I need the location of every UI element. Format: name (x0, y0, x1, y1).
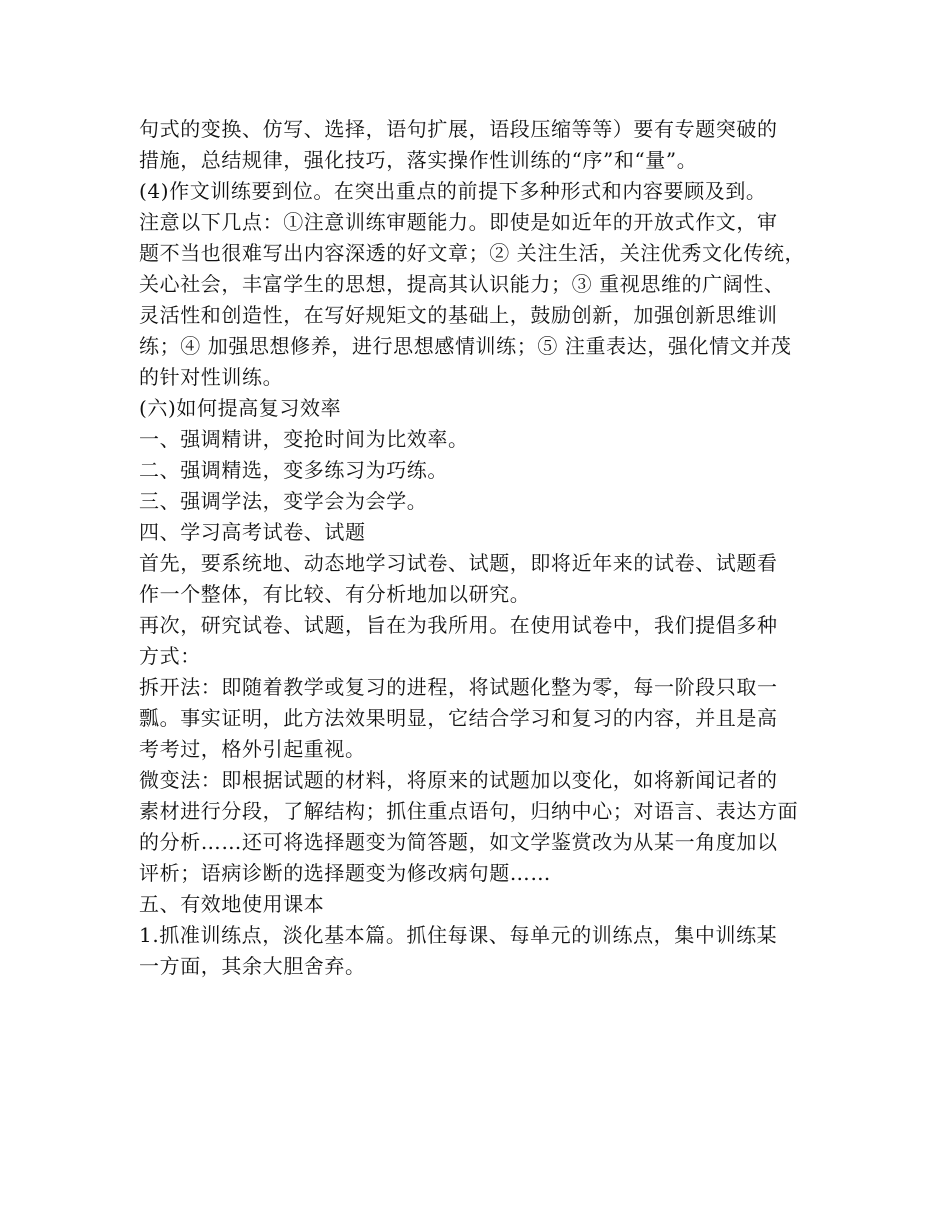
text-line: 首先，要系统地、动态地学习试卷、试题，即将近年来的试卷、试题看 (139, 551, 778, 575)
text-line: 措施，总结规律，强化技巧，落实操作性训练的“序”和“量”。 (139, 148, 698, 172)
text-line: 句式的变换、仿写、选择，语句扩展，语段压缩等等）要有专题突破的 (139, 117, 778, 141)
section-heading: (六)如何提高复习效率 (139, 396, 342, 420)
text-line: 方式： (139, 644, 201, 668)
text-line: 题不当也很难写出内容深透的好文章；② 关注生活，关注优秀文化传统， (139, 241, 806, 265)
text-line: 一、强调精讲，变抢时间为比效率。 (139, 427, 469, 451)
text-line: 的分析……还可将选择题变为简答题，如文学鉴赏改为从某一角度加以 (139, 830, 778, 854)
text-line: 评析；语病诊断的选择题变为修改病句题…… (139, 861, 551, 885)
document-body (139, 114, 829, 982)
text-line: 考考过，格外引起重视。 (139, 737, 366, 761)
text-line: 一方面，其余大胆舍弃。 (139, 954, 366, 978)
text-line: 注意以下几点：①注意训练审题能力。即使是如近年的开放式作文，审 (139, 210, 778, 234)
text-line: 再次，研究试卷、试题，旨在为我所用。在使用试卷中，我们提倡多种 (139, 613, 778, 637)
text-line: 作一个整体，有比较、有分析地加以研究。 (139, 582, 531, 606)
text-line: 练；④ 加强思想修养，进行思想感情训练；⑤ 注重表达，强化情文并茂 (139, 334, 792, 358)
text-line: 素材进行分段，了解结构；抓住重点语句，归纳中心；对语言、表达方面 (139, 799, 799, 823)
text-line: 微变法：即根据试题的材料，将原来的试题加以变化，如将新闻记者的 (139, 768, 778, 792)
text-line: (4)作文训练要到位。在突出重点的前提下多种形式和内容要顾及到。 (139, 179, 767, 203)
text-line: 灵活性和创造性，在写好规矩文的基础上，鼓励创新，加强创新思维训 (139, 303, 778, 327)
text-line: 瓢。事实证明，此方法效果明显，它结合学习和复习的内容，并且是高 (139, 706, 778, 730)
text-line: 二、强调精选，变多练习为巧练。 (139, 458, 448, 482)
section-heading: 四、学习高考试卷、试题 (139, 520, 366, 544)
section-heading: 五、有效地使用课本 (139, 892, 325, 916)
text-line: 拆开法：即随着教学或复习的进程，将试题化整为零，每一阶段只取一 (139, 675, 778, 699)
text-line: 三、强调学法，变学会为会学。 (139, 489, 428, 513)
text-line: 关心社会，丰富学生的思想，提高其认识能力；③ 重视思维的广阔性、 (139, 272, 785, 296)
text-line: 的针对性训练。 (139, 365, 284, 389)
text-line: 1.抓准训练点，淡化基本篇。抓住每课、每单元的训练点，集中训练某 (139, 923, 778, 947)
